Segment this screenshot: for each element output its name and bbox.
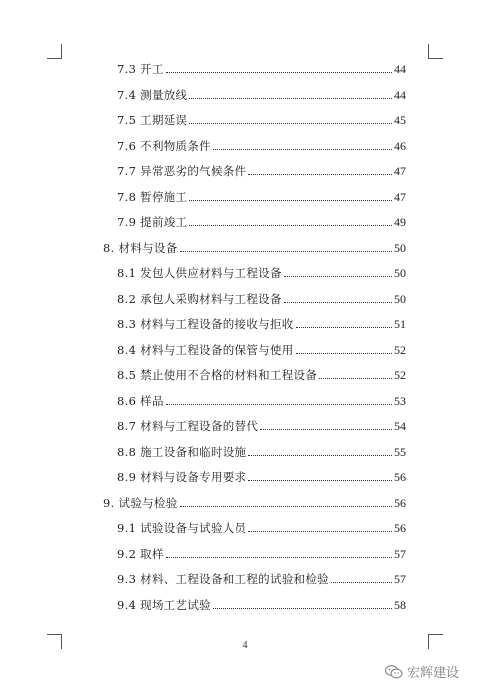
toc-entry-label: 9.3 材料、工程设备和工程的试验和检验 <box>117 572 329 586</box>
toc-leader-dots <box>284 302 392 303</box>
toc-entry-label: 7.6 不利物质条件 <box>117 138 211 153</box>
toc-entry[interactable] <box>117 570 406 586</box>
toc-leader-dots <box>248 480 392 481</box>
toc-entry-page: 50 <box>394 266 406 280</box>
toc-leader-dots <box>180 506 392 507</box>
toc-entry-page: 58 <box>394 597 406 612</box>
toc-entry-label: 8.9 材料与设备专用要求 <box>117 470 247 484</box>
toc-entry[interactable] <box>103 494 406 510</box>
toc-entry-page: 51 <box>394 317 406 331</box>
toc-entry-page: 50 <box>394 240 406 255</box>
toc-entry-label: 8.4 材料与工程设备的保管与使用 <box>117 342 294 357</box>
toc-entry-label: 7.7 异常恶劣的气候条件 <box>117 164 247 178</box>
toc-entry[interactable] <box>117 162 406 178</box>
toc-entry-page: 56 <box>394 495 406 510</box>
toc-entry[interactable] <box>117 545 406 561</box>
toc-entry[interactable] <box>117 468 406 484</box>
toc-leader-dots <box>189 98 392 99</box>
toc-entry[interactable] <box>117 188 406 204</box>
toc-entry-label: 8.7 材料与工程设备的替代 <box>117 419 259 433</box>
toc-entry-page: 46 <box>394 138 406 153</box>
toc-entry-page: 55 <box>394 444 406 459</box>
toc-entry-page: 49 <box>394 215 406 229</box>
toc-entry[interactable] <box>117 86 406 102</box>
toc-entry-label: 8. 材料与设备 <box>103 240 178 255</box>
toc-leader-dots <box>166 557 392 558</box>
toc-entry[interactable] <box>117 519 406 535</box>
toc-entry-page: 57 <box>394 572 406 586</box>
toc-entry-page: 53 <box>394 393 406 408</box>
toc-entry[interactable] <box>117 596 406 612</box>
toc-entry[interactable] <box>117 417 406 433</box>
crop-mark-top-left <box>47 44 62 59</box>
toc-entry-page: 56 <box>394 470 406 484</box>
toc-entry[interactable] <box>117 60 406 76</box>
toc-leader-dots <box>180 251 392 252</box>
toc-entry-page: 47 <box>394 164 406 178</box>
toc-entry-page: 54 <box>394 419 406 433</box>
toc-entry-label: 8.6 样品 <box>117 393 164 408</box>
toc-entry[interactable] <box>117 315 406 331</box>
toc-leader-dots <box>260 429 392 430</box>
toc-entry-page: 57 <box>394 546 406 561</box>
toc-entry[interactable] <box>117 137 406 153</box>
toc-entry[interactable] <box>117 264 406 280</box>
toc-entry-label: 8.2 承包人采购材料与工程设备 <box>117 291 282 306</box>
crop-mark-top-right <box>428 44 443 59</box>
toc-leader-dots <box>296 327 392 328</box>
toc-entry-page: 45 <box>394 113 406 127</box>
toc-leader-dots <box>166 404 392 405</box>
watermark <box>385 662 459 681</box>
toc-entry-page: 44 <box>394 87 406 102</box>
toc-entry-label: 8.3 材料与工程设备的接收与拒收 <box>117 317 294 331</box>
toc-entry-page: 47 <box>394 189 406 204</box>
toc-entry-label: 9.2 取样 <box>117 546 164 561</box>
toc-leader-dots <box>319 378 392 379</box>
toc-leader-dots <box>189 225 392 226</box>
toc-entry-label: 9.1 试验设备与试验人员 <box>117 521 247 535</box>
toc-entry[interactable] <box>117 443 406 459</box>
toc-entry-label: 7.5 工期延误 <box>117 113 188 127</box>
toc-entry[interactable] <box>117 392 406 408</box>
toc-leader-dots <box>248 174 392 175</box>
toc-leader-dots <box>248 455 392 456</box>
toc-entry-page: 52 <box>394 368 406 382</box>
toc-entry-label: 9.4 现场工艺试验 <box>117 597 211 612</box>
toc-leader-dots <box>189 200 392 201</box>
toc-entry-label: 8.5 禁止使用不合格的材料和工程设备 <box>117 368 318 382</box>
toc-entry-label: 7.3 开工 <box>117 62 164 76</box>
toc-entry[interactable] <box>117 366 406 382</box>
toc-entry-label: 7.4 测量放线 <box>117 87 188 102</box>
toc-leader-dots <box>213 608 392 609</box>
toc-entry[interactable] <box>103 239 406 255</box>
toc-entry-label: 7.8 暂停施工 <box>117 189 188 204</box>
page-number: 4 <box>242 640 248 651</box>
toc-leader-dots <box>284 276 392 277</box>
watermark-text: 宏辉建设 <box>407 666 460 681</box>
toc-leader-dots <box>213 149 392 150</box>
wechat-icon <box>385 665 403 679</box>
toc-leader-dots <box>166 72 392 73</box>
toc-entry-page: 52 <box>394 342 406 357</box>
toc-leader-dots <box>331 582 392 583</box>
toc-entry-label: 8.1 发包人供应材料与工程设备 <box>117 266 282 280</box>
toc-entry[interactable] <box>117 111 406 127</box>
toc-entry-page: 44 <box>394 62 406 76</box>
toc-leader-dots <box>296 353 392 354</box>
toc-entry[interactable] <box>117 341 406 357</box>
toc-leader-dots <box>189 123 392 124</box>
toc-entry[interactable] <box>117 213 406 229</box>
toc-entry-page: 50 <box>394 291 406 306</box>
toc-entry-label: 9. 试验与检验 <box>103 495 178 510</box>
toc-leader-dots <box>248 531 392 532</box>
toc-entry-label: 7.9 提前竣工 <box>117 215 188 229</box>
toc-entry-page: 56 <box>394 521 406 535</box>
toc-entry[interactable] <box>117 290 406 306</box>
toc-entry-label: 8.8 施工设备和临时设施 <box>117 444 247 459</box>
